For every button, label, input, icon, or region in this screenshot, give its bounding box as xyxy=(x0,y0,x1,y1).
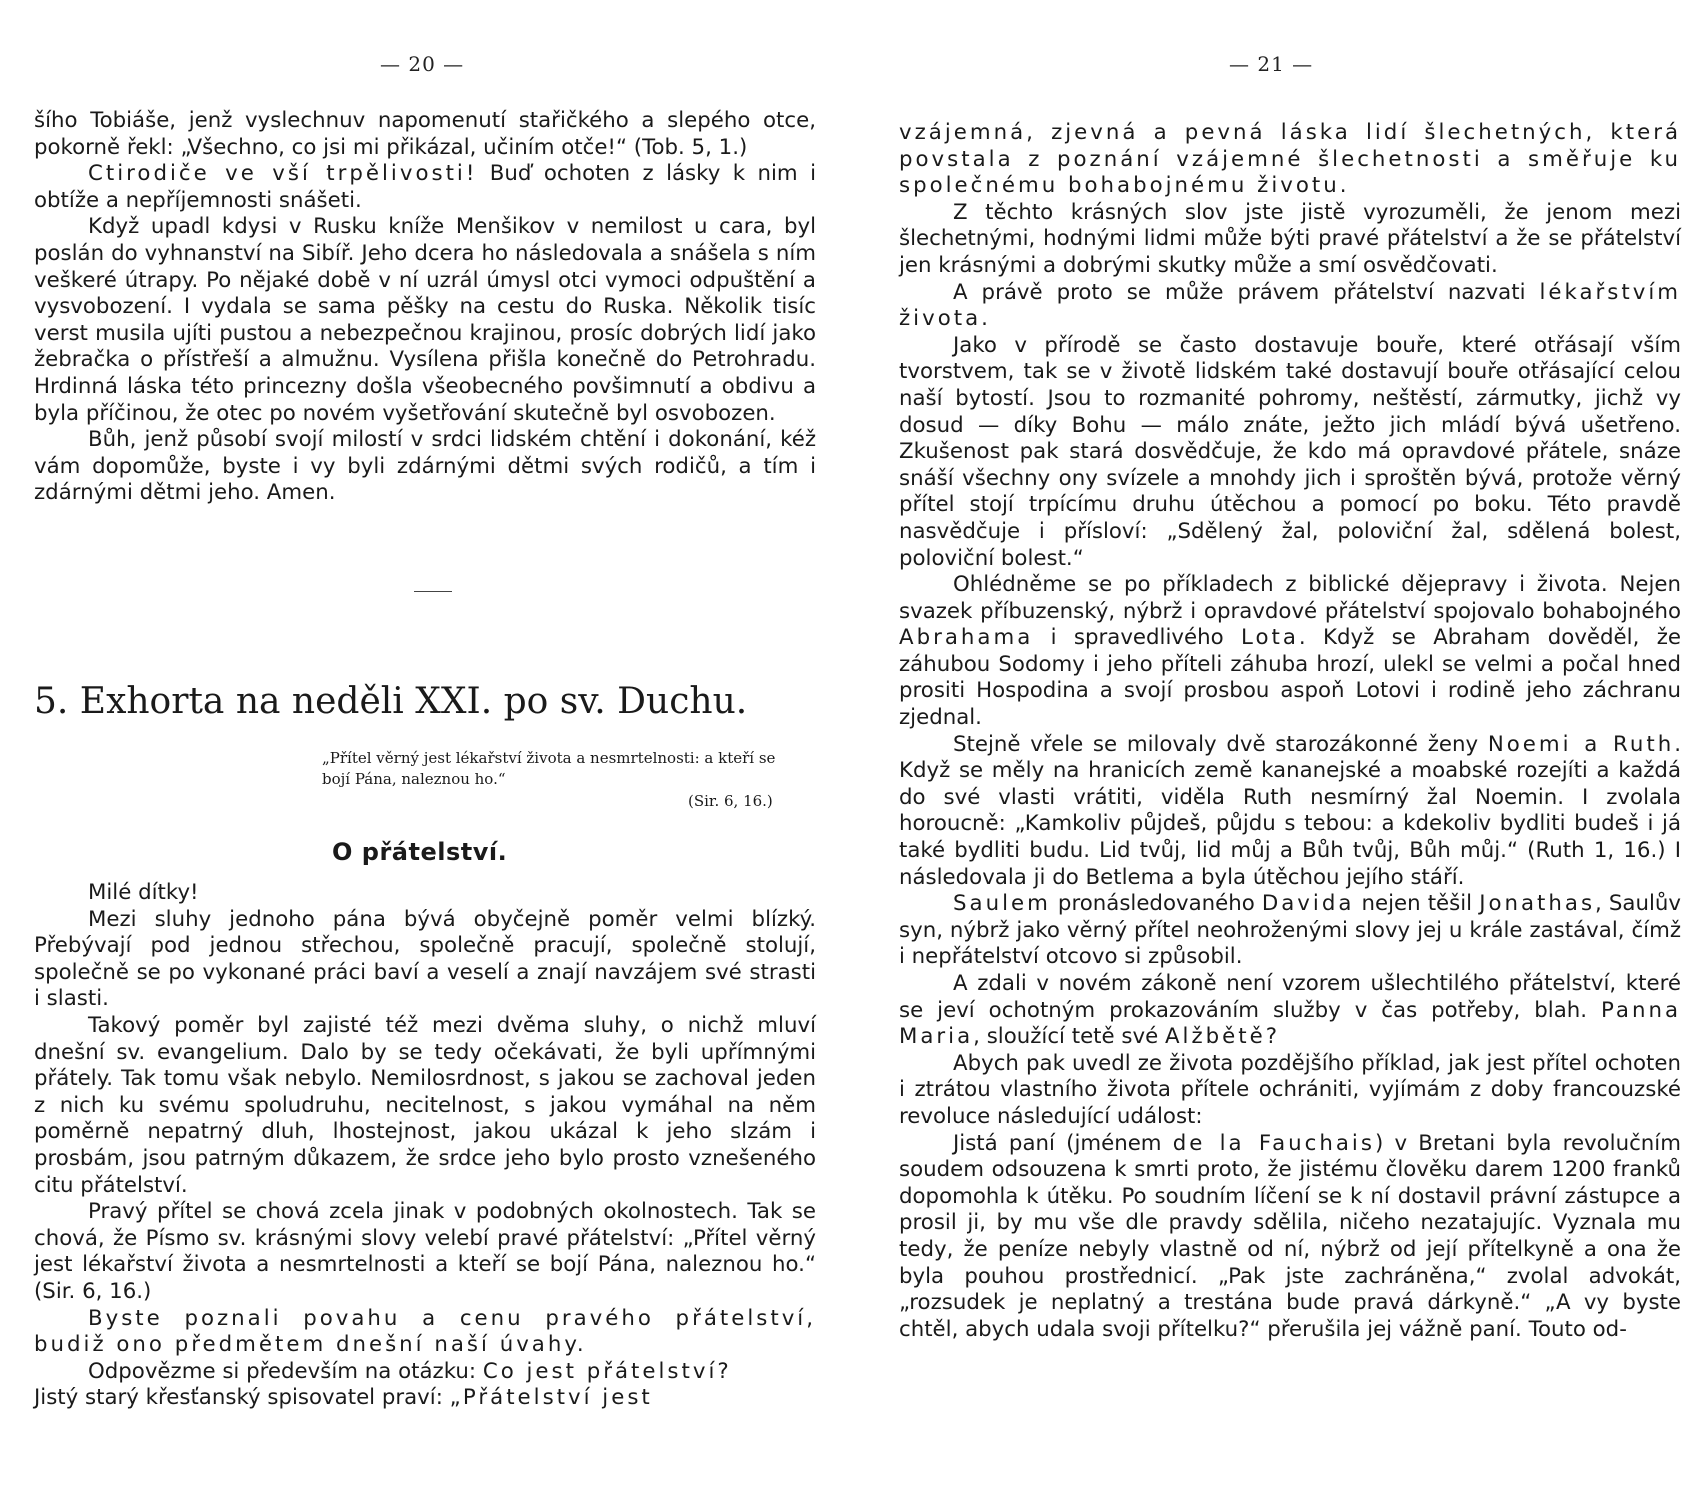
paragraph: Mezi sluhy jednoho pána bývá obyčejně poměr velmi blízký. Přebývají pod jednou střechou, společně pracují, společně stolují, společně se po vykonané práci baví a veselí a znají navzájem své strasti i slasti. xyxy=(34,906,816,1012)
paragraph: Abych pak uvedl ze života pozdějšího příklad, jak jest přítel ochoten i ztrátou vlastního života přítele ochrániti, vyjímám z doby francouzské revoluce následující událost: xyxy=(899,1050,1681,1129)
paragraph xyxy=(34,1385,816,1412)
spaced-text: Alžbětě xyxy=(1164,1024,1266,1050)
paragraph-text: Stejně vřele se milovaly dvě starozákonné ženy xyxy=(953,731,1488,757)
paragraph-text: Odpovězme si především na otázku: xyxy=(88,1358,483,1384)
page-number-right: — 21 — xyxy=(1229,52,1314,76)
spaced-text: Lota xyxy=(1240,625,1299,651)
spaced-text: Jonathas xyxy=(1479,891,1596,917)
paragraph-text: ) v Bretani byla revolučním soudem odsouzena k smrti proto, že jistému člověku darem 1200 franků dopomohla k útěku. Po soudním líčení se k ní dostavil právní zástupce a prosil ji, by mu vše dle pravdy sdělila, ničeho nezatajujíc. Vyznala mu tedy, že peníze nebyly vlastně od ní, nýbrž od její přítelkyně a ona že byla pouhou prostřednicí. „Pak jste zachráněna,“ zvolal advokát, „rozsudek je neplatný a trestána bude pravá dárkyně.“ „A vy byste chtěl, abych udala svoji přítelku?“ přerušila jej vážně paní. Touto od- xyxy=(899,1130,1681,1342)
paragraph-text: pronásledovaného xyxy=(1050,891,1262,917)
motto-reference: (Sir. 6, 16.) xyxy=(688,792,773,810)
spaced-text: de la Fauchais xyxy=(1172,1130,1375,1156)
paragraph: Z těchto krásných slov jste jistě vyrozuměli, že jenom mezi šlechetnými, hodnými lidmi může býti pravé přátelství a že se přátelství jen krásnými a dobrými skutky může a smí osvědčovati. xyxy=(899,199,1681,278)
paragraph xyxy=(899,732,1681,892)
paragraph-text: A zdali v novém zákoně není vzorem ušlechtilého přátelství, které se jeví ochotným prokazováním služby v čas potřeby, blah. xyxy=(899,971,1681,1023)
spaced-text: lékařstvím života. xyxy=(899,279,1681,332)
paragraph-text: Ohlédněme se po příkladech z biblické dějepravy i života. Nejen svazek příbuzenský, nýbrž i opravdové přátelství spojovalo bohabojného xyxy=(899,572,1681,624)
paragraph xyxy=(34,161,816,214)
paragraph: šího Tobiáše, jenž vyslechnuv napomenutí stařičkého a slepého otce, pokorně řekl: „Všechno, co jsi mi přikázal, učiním otče!“ (Tob. 5, 1.) xyxy=(34,108,816,160)
greeting: Milé dítky! xyxy=(88,880,199,905)
paragraph-text: . Když se měly na hranicích země kananejské a moabské rozejíti a každá do své vlasti vrátiti, viděla Ruth nesmírný žal Noemin. I zvolala horoucně: „Kamkoliv půjdeš, půjdu s tebou: a kdekoliv bydliti budeš i já také bydliti budu. Lid tvůj, lid můj a Bůh tvůj, Bůh můj.“ (Ruth 1, 16.) I následovala ji do Betlema a byla útěchou jejího stáří. xyxy=(899,731,1681,890)
page-number-left: — 20 — xyxy=(380,52,465,76)
paragraph: Když upadl kdysi v Rusku kníže Menšikov v nemilost u cara, byl poslán do vyhnanství na Sibíř. Jeho dcera ho následovala a snášela s ním veškeré útrapy. Po nějaké době v ní uzrál úmysl otci vymoci odpuštění a vysvobození. I vydala se sama pěšky na cestu do Ruska. Několik tisíc verst musila ujíti pustou a nebezpečnou krajinou, prosíc dobrých lidí jako žebračka o přístřeší a almužnu. Vysílena přišla konečně do Petrohradu. Hrdinná láska této princezny došla všeobecného povšimnutí a obdivu a byla příčinou, že otec po novém vyšetřování skutečně byl osvobozen. xyxy=(34,214,816,426)
motto-quote: „Přítel věrný jest lékařství života a nesmrtelnosti: a kteří se bojí Pána, naleznou ho.“ xyxy=(322,749,776,788)
spaced-text: Saulem xyxy=(953,891,1051,917)
paragraph-text: ? xyxy=(1265,1024,1278,1050)
paragraph-text: nejen těšil xyxy=(1354,891,1480,917)
right-page xyxy=(849,0,1698,1500)
paragraph xyxy=(899,572,1681,732)
paragraph-text: i spravedlivého xyxy=(1033,625,1241,651)
chapter-heading: 5. Exhorta na neděli XXI. po sv. Duchu. xyxy=(34,681,748,722)
right-text xyxy=(899,120,1681,1343)
left-main-text xyxy=(34,880,816,1412)
paragraph xyxy=(899,280,1681,333)
spaced-paragraph: vzájemná, zjevná a pevná láska lidí šlechetných, která povstala z poznání vzájemné šlechetnosti a směřuje ku společnému bohabojnému životu. xyxy=(899,120,1681,199)
spaced-paragraph: Byste poznali povahu a cenu pravého přátelství, budiž ono předmětem dnešní naší úvahy. xyxy=(34,1305,816,1358)
paragraph: Bůh, jenž působí svojí milostí v srdci lidském chtění i dokonání, kéž vám dopomůže, byste i vy byli zdárnými dětmi svých rodičů, a tím i zdárnými dětmi jeho. Amen. xyxy=(34,427,816,506)
paragraph xyxy=(899,891,1681,971)
section-divider xyxy=(414,591,452,592)
paragraph-text: , sloužící tetě své xyxy=(973,1024,1165,1050)
paragraph-text: Buď ochoten z lásky k nim i obtíže a nepříjemnosti snášeti. xyxy=(34,161,817,213)
spaced-text: Abrahama xyxy=(899,625,1034,651)
section-title: O přátelství. xyxy=(332,838,508,866)
paragraph: Pravý přítel se chová zcela jinak v podobných okolnostech. Tak se chová, že Písmo sv. krásnými slovy velebí pravé přátelství: „Přítel věrný jest lékařství života a nesmrtelnosti a kteří se bojí Pána, naleznou ho.“ (Sir. 6, 16.) xyxy=(34,1199,816,1304)
paragraph-text: Jistá paní (jménem xyxy=(953,1130,1173,1156)
spaced-text: „Přátelství jest xyxy=(449,1385,653,1411)
paragraph: Takový poměr byl zajisté též mezi dvěma sluhy, o nichž mluví dnešní sv. evangelium. Dalo by se tedy očekávati, že byli upřímnými přátely. Tak tomu však nebylo. Nemilosrdnost, s jakou se zachoval jeden z nich ku svému spoludruhu, necitelnost, s jakou vymáhal na něm poměrně nepatrný dluh, lhostejnost, jakou ukázal k jeho slzám i prosbám, jsou patrným důkazem, že srdce jeho bylo prosto vznešeného citu přátelství. xyxy=(34,1012,816,1198)
spaced-text: Ctirodiče ve vší trpělivosti! xyxy=(88,161,478,187)
spaced-text: Noemi a Ruth xyxy=(1487,731,1675,757)
paragraph xyxy=(899,1131,1681,1344)
paragraph xyxy=(899,971,1681,1051)
paragraph: Jako v přírodě se často dostavuje bouře, které otřásají vším tvorstvem, tak se v životě lidském také dostavují bouře otřásající celou naší bytostí. Jsou to rozmanité pohromy, neštěstí, zármutky, jichž vy dosud — díky Bohu — málo znáte, ježto jich mládí bývá ušetřeno. Zkušenost pak stará dosvědčuje, že kdo má opravdové přátele, snáze snáší všechny ony svízele a mnohdy jich i sproštěn bývá, protože věrný přítel stojí trpícímu druhu útěchou a pomocí po boku. Této pravdě nasvědčuje i přísloví: „Sdělený žal, poloviční žal, sdělená bolest, poloviční bolest.“ xyxy=(899,332,1681,571)
paragraph-text: Jistý starý křesťanský spisovatel praví: xyxy=(34,1385,450,1411)
paragraph-text: A právě proto se může právem přátelství nazvati xyxy=(953,279,1540,305)
paragraph xyxy=(34,1359,816,1386)
paragraph-text: , Saulův syn, nýbrž jako věrný přítel neohroženými slovy jej u krále zastával, čímž i nepřátelství otcovo si způsobil. xyxy=(899,891,1681,970)
spaced-text: Co jest přátelství? xyxy=(482,1358,732,1384)
spaced-text: Panna Maria xyxy=(899,997,1681,1050)
left-top-text xyxy=(34,108,816,507)
paragraph-text: . Když se Abraham dověděl, že záhubou Sodomy i jeho příteli záhuba hrozí, ulekl se velmi a počal hned prositi Hospodina a svojí prosbou aspoň Lotovi i rodině jeho záchranu zjednal. xyxy=(899,625,1681,731)
spaced-text: Davida xyxy=(1261,891,1355,917)
